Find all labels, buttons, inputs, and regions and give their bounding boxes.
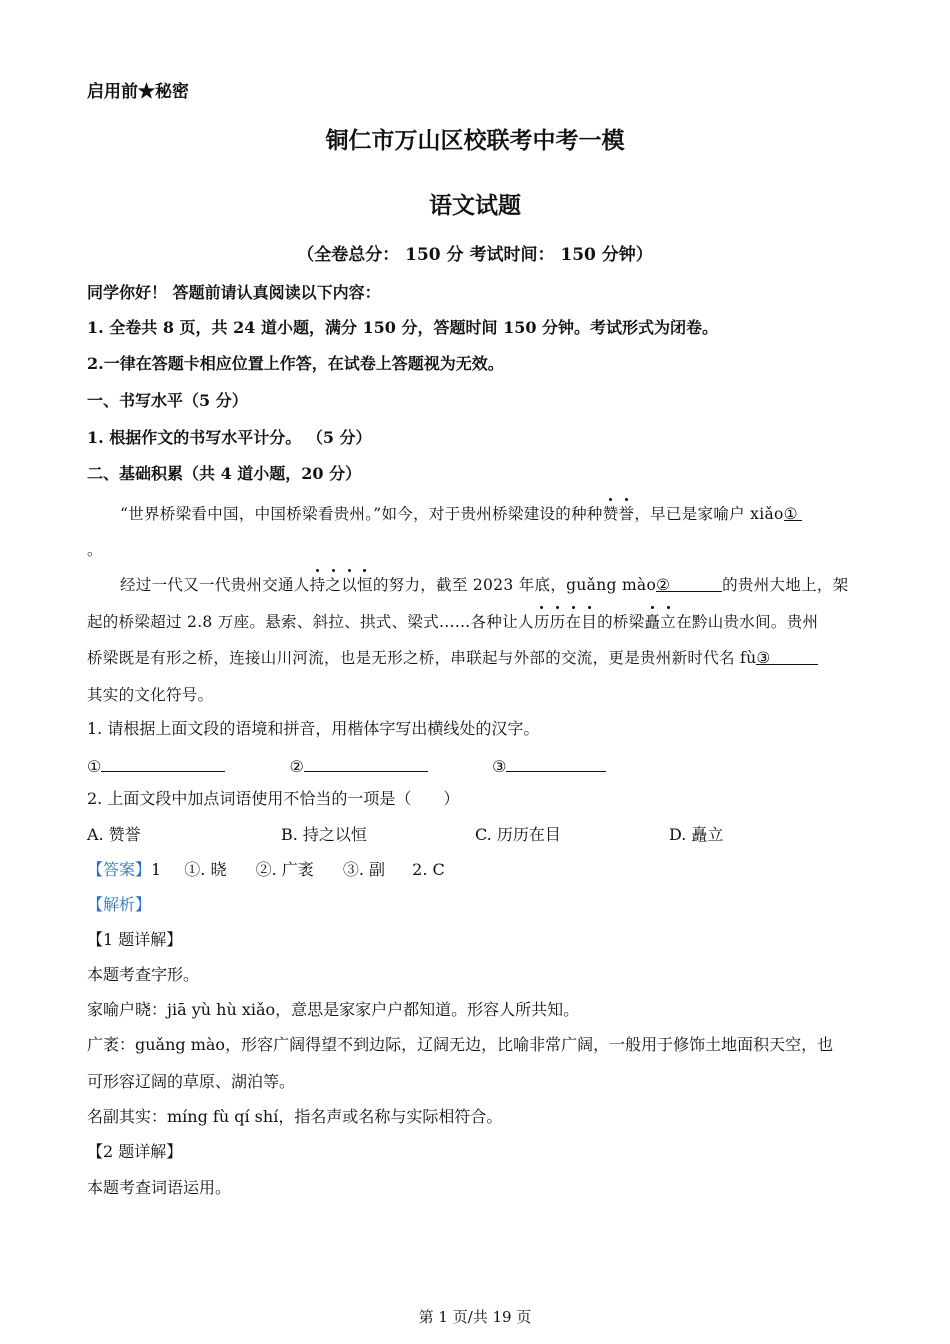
answer-blank-1[interactable]: ① [784,504,802,521]
answer-blank-2[interactable]: ② [656,575,722,592]
passage-line-5: 其实的文化符号。 [87,686,214,704]
passage-line-1: “世界桥梁看中国，中国桥梁看贵州。”如今，对于贵州桥梁建设的种种赞誉，早已是家喻户 xiǎo① [120,504,802,524]
passage-line-4: 桥梁既是有形之桥，连接山川河流，也是无形之桥，串联起与外部的交流，更是贵州新时代名 fù③ [87,648,818,668]
analysis-text: 本题考查词语运用。 [87,1178,232,1197]
passage-line-3: 起的桥梁超过 2.8 万座。悬索、斜拉、拱式、梁式……各种让人历历在目的桥梁矗立在黔山贵水间。贵州 [87,613,819,631]
dotted-char: 誉 [618,505,635,523]
section-1-question: 1. 根据作文的书写水平计分。 （5 分） [87,428,372,447]
question-1: 1. 请根据上面文段的语境和拼音，用楷体字写出横线处的汉字。 [87,719,540,738]
dotted-char: 赞 [602,505,619,523]
answer-line-2[interactable] [304,755,428,772]
dotted-char: 之 [325,576,342,594]
blank-label-1: ① [87,757,102,776]
answer-line: 【答案】1 ①. 晓 ②. 广袤 ③. 副 2. C [87,860,445,879]
dotted-char: 以 [341,576,358,594]
question-1-blanks [87,755,606,777]
dotted-char: 矗 [644,613,661,631]
answer-line-1[interactable] [101,755,225,772]
section-2-heading: 二、基础积累（共 4 道小题，20 分） [87,464,362,483]
analysis-text: 家喻户晓：jiā yù hù xiǎo，意思是家家户户都知道。形容人所共知。 [87,1000,580,1019]
analysis-tag: 【解析】 [87,895,152,914]
blank-label-3: ③ [492,757,507,776]
blank-label-2: ② [289,757,304,776]
q1-detail-heading: 【1 题详解】 [87,930,183,949]
analysis-text: 广袤：guǎng mào，形容广阔得望不到边际，辽阔无边，比喻非常广阔，一般用于修饰土地面积天空，也 [87,1035,834,1054]
passage-line-1-end: 。 [87,541,103,559]
analysis-text: 名副其实：míng fù qí shí，指名声或名称与实际相符合。 [87,1107,503,1126]
option-d[interactable]: D. 矗立 [669,825,724,844]
greeting: 同学你好！ 答题前请认真阅读以下内容： [87,283,381,302]
dotted-char: 持 [309,576,326,594]
option-c[interactable]: C. 历历在目 [475,825,561,844]
rule-2: 2.一律在答题卡相应位置上作答，在试卷上答题视为无效。 [87,354,504,373]
dotted-char: 在 [565,613,582,631]
answer-line-3[interactable] [506,755,606,772]
dotted-char: 历 [549,613,566,631]
dotted-char: 历 [533,613,550,631]
confidential-label: 启用前★秘密 [87,82,189,102]
passage-line-2: 经过一代又一代贵州交通人持之以恒的努力，截至 2023 年底，guǎng mào② 的贵州大地上，架 [120,576,849,594]
page-footer: 第 1 页/共 19 页 [418,1308,532,1326]
exam-title: 铜仁市万山区校联考中考一模 [325,127,625,154]
analysis-text: 本题考查字形。 [87,965,200,984]
dotted-char: 立 [660,613,677,631]
exam-info: （全卷总分： 150 分 考试时间： 150 分钟） [297,245,653,265]
rule-1: 1. 全卷共 8 页，共 24 道小题，满分 150 分，答题时间 150 分钟。考试形式为闭卷。 [87,318,719,337]
analysis-text: 可形容辽阔的草原、湖泊等。 [87,1072,296,1091]
q2-detail-heading: 【2 题详解】 [87,1142,183,1161]
dotted-char: 恒 [357,576,373,594]
question-2: 2. 上面文段中加点词语使用不恰当的一项是（ ） [87,789,460,808]
answer-tag: 【答案】 [87,860,152,879]
option-b[interactable]: B. 持之以恒 [281,825,367,844]
answer-blank-3[interactable]: ③ [756,648,818,665]
dotted-char: 目 [581,613,598,631]
option-a[interactable]: A. 赞誉 [87,825,141,844]
section-1-heading: 一、书写水平（5 分） [87,391,248,410]
subject-title: 语文试题 [429,192,521,219]
